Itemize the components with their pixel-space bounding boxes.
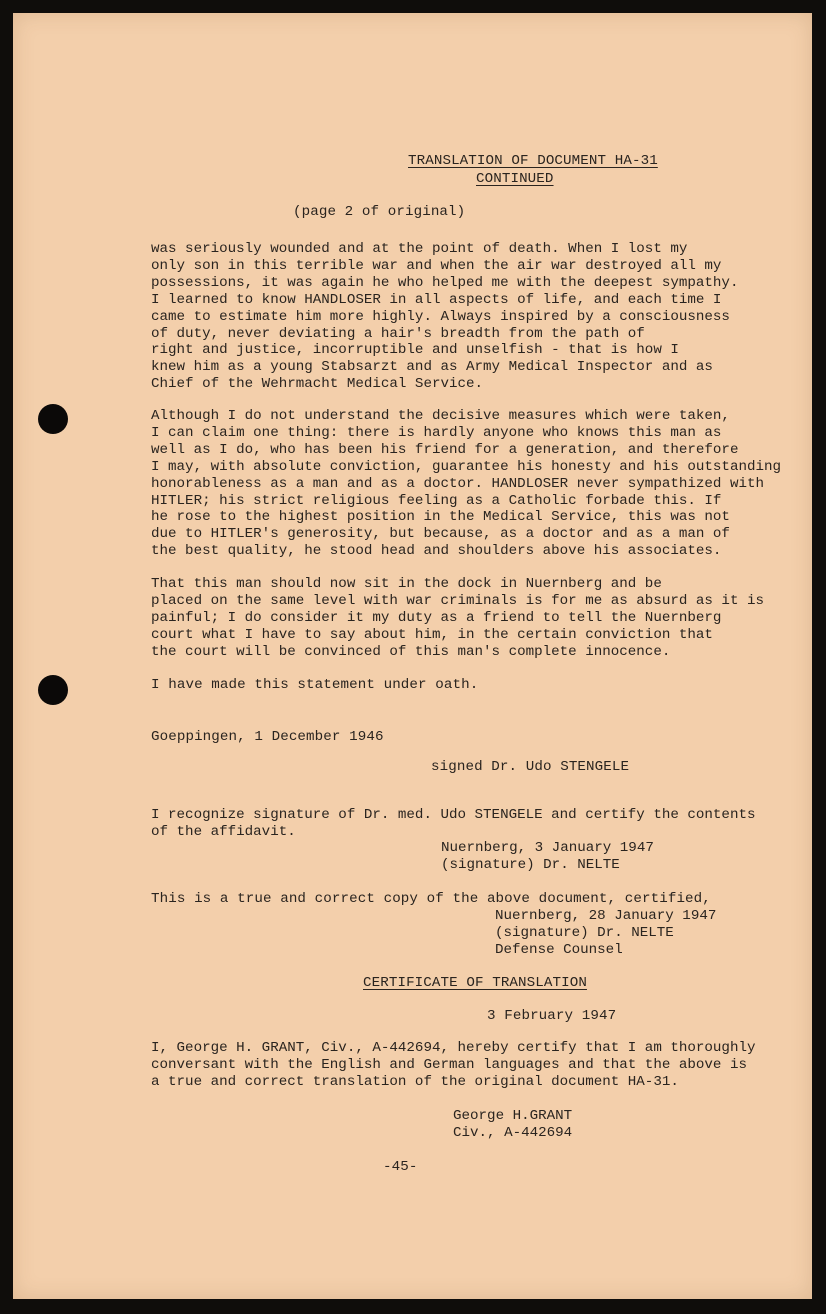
- paragraph-3: [151, 576, 764, 661]
- paragraph-2: [151, 408, 781, 560]
- punch-hole-top: [38, 404, 68, 434]
- oath-statement: I have made this statement under oath.: [151, 677, 479, 693]
- paragraph-line: of duty, never deviating a hair's breadth from the path of: [151, 325, 645, 342]
- paragraph-line: of the affidavit.: [151, 823, 296, 840]
- paragraph-line: a true and correct translation of the original document HA-31.: [151, 1073, 679, 1090]
- document-page: [13, 13, 812, 1299]
- signature-line: Nuernberg, 28 January 1947: [495, 908, 717, 924]
- signature-line: Defense Counsel: [495, 941, 623, 958]
- signature-line: Civ., A-442694: [453, 1124, 573, 1141]
- document-title: TRANSLATION OF DOCUMENT HA-31: [408, 153, 658, 169]
- document-title-continued: CONTINUED: [476, 171, 554, 187]
- paragraph-line: painful; I do consider it my duty as a friend to tell the Nuernberg: [151, 609, 722, 626]
- paragraph-line: knew him as a young Stabsarzt and as Army Medical Inspector and as: [151, 359, 713, 376]
- nelte-signature-block-1: [441, 840, 654, 874]
- paragraph-1: [151, 241, 738, 393]
- paragraph-line: Chief of the Wehrmacht Medical Service.: [151, 376, 484, 393]
- certificate-date: 3 February 1947: [487, 1008, 617, 1024]
- certificate-title: CERTIFICATE OF TRANSLATION: [363, 975, 587, 991]
- place-date: Goeppingen, 1 December 1946: [151, 729, 384, 745]
- page-number: -45-: [383, 1159, 418, 1175]
- signature-line: Nuernberg, 3 January 1947: [441, 840, 654, 856]
- nelte-signature-block-2: [495, 908, 716, 959]
- true-copy-statement: This is a true and correct copy of the above document, certified,: [151, 891, 711, 907]
- translator-signature: [453, 1108, 572, 1142]
- paragraph-line: I recognize signature of Dr. med. Udo STENGELE and certify the contents: [151, 807, 756, 823]
- paragraph-line: the best quality, he stood head and shoulders above his associates.: [151, 543, 722, 560]
- paragraph-line: honorableness as a man and as a doctor. HANDLOSER never sympathized with: [151, 475, 764, 492]
- certificate-text: [151, 1040, 756, 1091]
- paragraph-line: Although I do not understand the decisive measures which were taken,: [151, 408, 730, 424]
- signed-line: signed Dr. Udo STENGELE: [431, 759, 630, 775]
- recognition-statement: [151, 807, 756, 841]
- paragraph-line: came to estimate him more highly. Always inspired by a consciousness: [151, 308, 730, 325]
- paragraph-line: only son in this terrible war and when the air war destroyed all my: [151, 257, 722, 274]
- signature-line: George H.GRANT: [453, 1108, 573, 1124]
- paragraph-line: I learned to know HANDLOSER in all aspects of life, and each time I: [151, 291, 722, 308]
- paragraph-line: was seriously wounded and at the point of death. When I lost my: [151, 241, 688, 257]
- signature-line: (signature) Dr. NELTE: [495, 924, 674, 941]
- paragraph-line: conversant with the English and German languages and that the above is: [151, 1056, 747, 1073]
- punch-hole-bottom: [38, 675, 68, 705]
- paragraph-line: possessions, it was again he who helped me with the deepest sympathy.: [151, 274, 739, 291]
- paragraph-line: right and justice, incorruptible and unselfish - that is how I: [151, 342, 679, 359]
- paragraph-line: I may, with absolute conviction, guarantee his honesty and his outstanding: [151, 458, 782, 475]
- paragraph-line: court what I have to say about him, in the certain conviction that: [151, 626, 713, 643]
- paragraph-line: I, George H. GRANT, Civ., A-442694, hereby certify that I am thoroughly: [151, 1040, 756, 1056]
- paragraph-line: well as I do, who has been his friend for a generation, and therefore: [151, 441, 739, 458]
- paragraph-line: I can claim one thing: there is hardly anyone who knows this man as: [151, 424, 722, 441]
- paragraph-line: HITLER; his strict religious feeling as a Catholic forbade this. If: [151, 492, 722, 509]
- page-note: (page 2 of original): [293, 204, 466, 220]
- paragraph-line: That this man should now sit in the dock in Nuernberg and be: [151, 576, 662, 592]
- paragraph-line: the court will be convinced of this man's complete innocence.: [151, 643, 671, 660]
- signature-line: (signature) Dr. NELTE: [441, 856, 620, 873]
- paragraph-line: due to HITLER's generosity, but because, as a doctor and as a man of: [151, 526, 730, 543]
- paragraph-line: placed on the same level with war criminals is for me as absurd as it is: [151, 592, 764, 609]
- paragraph-line: he rose to the highest position in the Medical Service, this was not: [151, 509, 730, 526]
